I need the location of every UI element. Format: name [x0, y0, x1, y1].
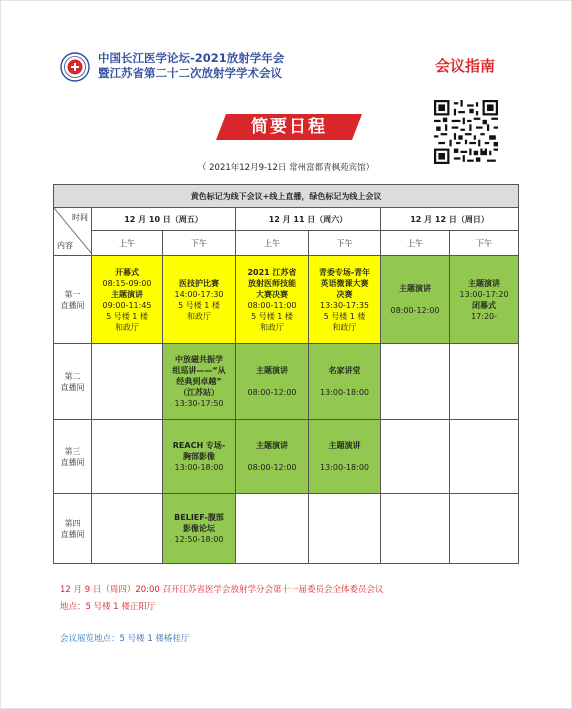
session-line: 5 号楼 1 楼: [251, 311, 293, 321]
session-cell: [92, 494, 163, 564]
session-line: 和政厅: [332, 322, 357, 332]
room-label-line: 直播间: [60, 529, 85, 539]
room-label-line: 第三: [64, 446, 81, 456]
session-cell: [450, 344, 519, 420]
session-cell: [163, 420, 236, 494]
session-line: BELIEF-腹部: [174, 513, 224, 522]
half-day-row: [54, 231, 519, 256]
session-line: 经典到卓越”: [176, 377, 222, 386]
day-header: 12 月 12 日（周日）: [381, 208, 519, 231]
room-label: [54, 420, 92, 494]
session-line: 主题演讲: [256, 366, 288, 375]
session-cell: [381, 494, 450, 564]
session-line: 2021 江苏省: [247, 267, 297, 277]
session-cell: [236, 420, 309, 494]
session-line: （江苏站）: [179, 388, 219, 397]
session-line: 放射医师技能: [248, 278, 296, 288]
room-label-line: 直播间: [60, 457, 85, 467]
session-line: 影像论坛: [183, 524, 215, 533]
room-label-line: 第二: [64, 371, 81, 381]
session-line: 08:15-09:00: [102, 278, 152, 288]
qr-code-icon: [434, 100, 498, 164]
society-logo-icon: [60, 52, 90, 82]
table-corner: [54, 208, 92, 256]
session-cell: [236, 256, 309, 344]
session-line: 08:00-12:00: [247, 388, 297, 397]
session-line: [236, 451, 308, 462]
meeting-location: 地点：5 号楼 1 楼正阳厅: [60, 602, 156, 612]
day-header-row: [54, 208, 519, 231]
session-line: 中放磁共振学: [175, 355, 223, 364]
session-cell: [163, 494, 236, 564]
conference-subtitle: 暨江苏省第二十二次放射学学术会议: [98, 66, 282, 80]
session-line: [309, 451, 380, 462]
half-day-header: 上午: [92, 231, 163, 256]
schedule-table: [53, 184, 519, 564]
session-line: 名家讲堂: [328, 366, 361, 375]
room-label-line: 第一: [64, 289, 81, 299]
session-line: 开幕式: [115, 267, 139, 277]
session-line: 13:30-17:50: [174, 399, 224, 408]
session-line: 17:20-: [471, 311, 498, 321]
session-line: 13:00-18:00: [320, 463, 369, 472]
corner-content-label: 内容: [57, 241, 73, 250]
room-label: [54, 256, 92, 344]
session-line: 主题演讲: [328, 441, 361, 450]
session-cell: [450, 494, 519, 564]
session-cell: [450, 420, 519, 494]
legend-cell: 黄色标记为线下会议+线上直播，绿色标记为线上会议: [54, 185, 519, 208]
date-venue: （ 2021年12月9-12日 常州富都青枫苑宾馆）: [197, 163, 375, 173]
session-cell: [309, 344, 381, 420]
room-label: [54, 344, 92, 420]
half-day-header: 上午: [236, 231, 309, 256]
session-line: 13:00-18:00: [320, 388, 369, 397]
session-cell: [92, 344, 163, 420]
guide-label: 会议指南: [435, 57, 496, 75]
room-label-line: 直播间: [60, 382, 85, 392]
session-line: 12:50-18:00: [174, 535, 224, 544]
session-line: 5 号楼 1 楼: [178, 300, 220, 310]
session-line: 主题演讲: [399, 284, 431, 293]
session-line: 09:00-11:45: [102, 300, 152, 310]
session-cell: [309, 420, 381, 494]
committee-meeting-notice: 12 月 9 日（周四）20:00 召开江苏省医学会放射学分会第十一届委员会全体委员会议: [60, 585, 384, 595]
room-label: [54, 494, 92, 564]
half-day-header: 下午: [309, 231, 381, 256]
session-line: 胸部影像: [183, 452, 215, 461]
room-label-line: 直播间: [60, 300, 85, 310]
session-line: 英语微课大赛: [320, 278, 369, 288]
session-line: 13:30-17:35: [320, 300, 369, 310]
session-line: 13:00-18:00: [174, 463, 224, 472]
session-line: 13:00-17:20: [459, 289, 509, 299]
room-row: [54, 344, 519, 420]
session-cell: [236, 344, 309, 420]
room-label-line: 第四: [64, 518, 81, 528]
session-line: [309, 376, 380, 387]
session-line: [236, 376, 308, 387]
half-day-header: 上午: [381, 231, 450, 256]
day-header: 12 月 10 日（周五）: [92, 208, 236, 231]
session-cell: [236, 494, 309, 564]
half-day-header: 下午: [163, 231, 236, 256]
session-line: 08:00-12:00: [390, 306, 440, 315]
room-row: [54, 494, 519, 564]
session-cell: [92, 420, 163, 494]
session-line: 和政厅: [260, 322, 284, 332]
session-cell: [450, 256, 519, 344]
session-line: 医技护比赛: [179, 278, 219, 288]
conference-title: 中国长江医学论坛-2021放射学年会: [98, 51, 285, 65]
half-day-header: 下午: [450, 231, 519, 256]
banner-title: 简要日程: [251, 117, 327, 137]
session-cell: [381, 344, 450, 420]
room-row: [54, 420, 519, 494]
session-line: 主题演讲: [468, 278, 501, 288]
session-line: 5 号楼 1 楼: [323, 311, 366, 321]
session-line: 决赛: [336, 289, 353, 299]
session-cell: [381, 256, 450, 344]
session-line: 闭幕式: [472, 300, 497, 310]
legend-row: [54, 185, 519, 208]
session-line: 08:00-11:00: [247, 300, 297, 310]
exhibition-location: 会议展览地点：5 号楼 1 楼椿桂厅: [60, 634, 190, 644]
session-cell: [163, 344, 236, 420]
session-line: 5 号楼 1 楼: [106, 311, 148, 321]
session-cell: [92, 256, 163, 344]
session-cell: [163, 256, 236, 344]
corner-time-label: 时间: [72, 213, 88, 222]
session-line: 和政厅: [115, 322, 139, 332]
session-line: 组巡讲——“从: [172, 366, 226, 375]
session-line: 主题演讲: [256, 441, 288, 450]
session-line: 08:00-12:00: [247, 463, 297, 472]
session-line: 青委专场-青年: [318, 267, 371, 277]
session-line: 14:00-17:30: [174, 289, 224, 299]
room-row: [54, 256, 519, 344]
session-line: [381, 294, 449, 305]
session-line: 和政厅: [187, 311, 211, 321]
session-line: 主题演讲: [111, 289, 143, 299]
session-cell: [309, 494, 381, 564]
session-cell: [381, 420, 450, 494]
session-cell: [309, 256, 381, 344]
session-line: REACH 专场-: [172, 441, 226, 450]
day-header: 12 月 11 日（周六）: [236, 208, 381, 231]
session-line: 大赛决赛: [256, 289, 288, 299]
